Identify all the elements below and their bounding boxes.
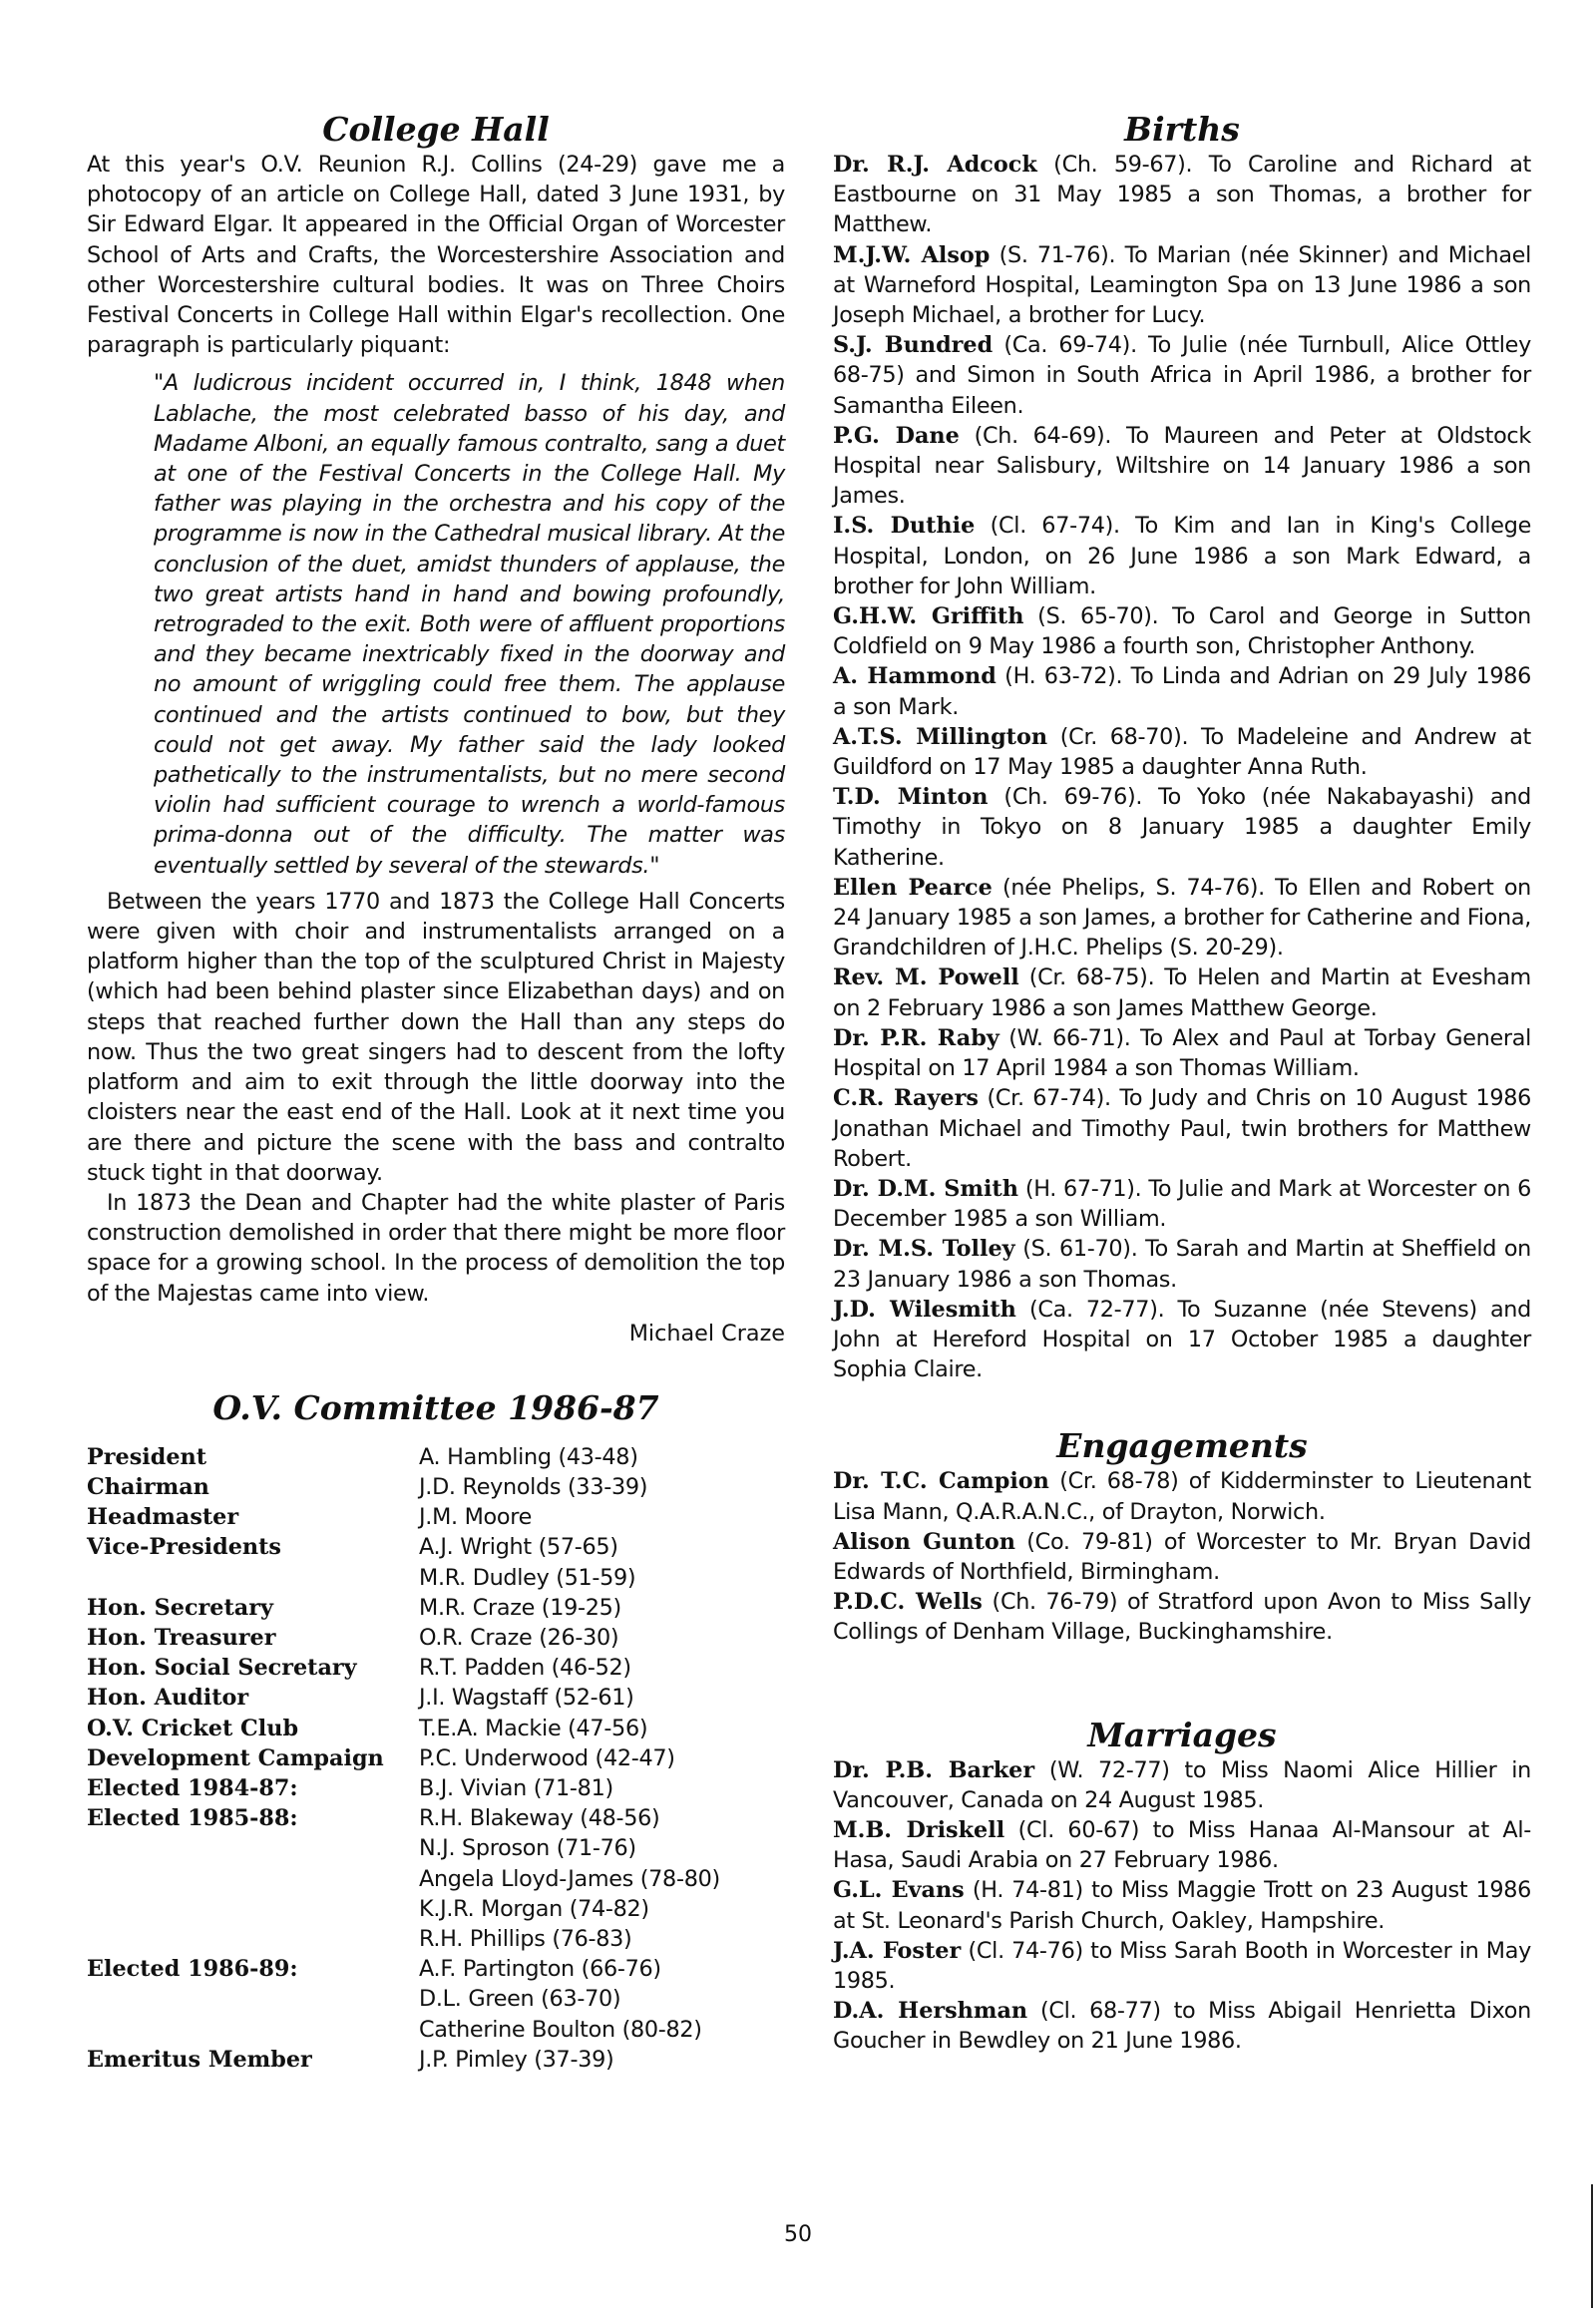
committee-member: B.J. Vivian (71-81): [419, 1774, 613, 1801]
committee-row: [87, 1954, 785, 1984]
committee-member: A.J. Wright (57-65): [419, 1534, 618, 1561]
committee-role: Headmaster: [87, 1504, 239, 1531]
committee-role: Vice-Presidents: [87, 1534, 281, 1561]
marriage-entry-details: (Cl. 60-67) to Miss Hanaa Al-Mansour at Al-Hasa, Saudi Arabia on 27 February 1986.: [833, 1816, 1531, 1874]
birth-entry: [833, 722, 1531, 782]
committee-title: O.V. Committee 1986-87: [212, 1387, 659, 1427]
marriage-entry: [833, 1936, 1531, 1996]
committee-member: R.H. Phillips (76-83): [419, 1925, 632, 1952]
marriage-entry-details: (Cl. 68-77) to Miss Abigail Henrietta Dixon Goucher in Bewdley on 21 June 1986.: [833, 1998, 1531, 2055]
birth-entry: [833, 782, 1531, 873]
engagements-section: [833, 1426, 1531, 1647]
marriage-entry: [833, 1755, 1531, 1815]
committee-row: [87, 1714, 785, 1743]
committee-list: [87, 1442, 785, 2075]
birth-entry-details: (S. 71-76). To Marian (née Skinner) and Michael at Warneford Hospital, Leamington Spa on 13 June 1986 a son Joseph Michael, a brother for Lucy.: [833, 241, 1531, 329]
committee-role: Elected 1984-87:: [87, 1774, 298, 1801]
committee-row: [87, 2015, 785, 2045]
birth-entry: [833, 661, 1531, 721]
committee-role: [87, 1924, 419, 1954]
birth-entry-name: S.J. Bundred: [833, 332, 994, 359]
author-signature: Michael Craze: [628, 1320, 785, 1346]
committee-row: [87, 1532, 785, 1562]
marriages-list: [833, 1755, 1531, 2057]
committee-row: [87, 1924, 785, 1954]
committee-role: [87, 1864, 419, 1894]
committee-row: [87, 1984, 785, 2014]
committee-row: [87, 1833, 785, 1863]
committee-row: [87, 2045, 785, 2075]
committee-member: K.J.R. Morgan (74-82): [419, 1895, 649, 1922]
birth-entry: [833, 1174, 1531, 1234]
committee-member: R.T. Padden (46-52): [419, 1655, 631, 1682]
engagement-entry-details: (Co. 79-81) of Worcester to Mr. Bryan David Edwards of Northfield, Birmingham.: [833, 1528, 1531, 1585]
committee-role: Elected 1986-89:: [87, 1956, 298, 1983]
birth-entry-details: (Ch. 69-76). To Yoko (née Nakabayashi) and Timothy in Tokyo on 8 January 1985 a daughter Emily Katherine.: [833, 784, 1531, 871]
committee-row: [87, 1623, 785, 1653]
committee-row: [87, 1472, 785, 1502]
birth-entry-name: Ellen Pearce: [833, 874, 993, 901]
birth-entry-name: T.D. Minton: [833, 784, 989, 811]
birth-entry-name: Dr. D.M. Smith: [833, 1175, 1018, 1202]
committee-member: Catherine Boulton (80-82): [419, 2016, 702, 2043]
committee-role: Elected 1985-88:: [87, 1805, 298, 1832]
committee-member: M.R. Dudley (51-59): [419, 1564, 636, 1591]
left-column: [87, 110, 785, 2075]
birth-entry-name: C.R. Rayers: [833, 1085, 979, 1112]
college-hall-paragraph-2: Between the years 1770 and 1873 the College Hall Concerts were given with choir and instrumentalists arranged on a platform higher than the top of the sculptured Christ in Majesty (which had been behind plaster since Elizabethan days) and on steps that reached further down the Hall than any steps do now. Thus the two great singers had to descent from the lofty platform and aim to exit through the little doorway into the cloisters near the east end of the Hall. Look at it next time you are there and picture the scene with the bass and contralto stuck tight in that doorway.: [87, 888, 785, 1186]
college-hall-intro: At this year's O.V. Reunion R.J. Collins (24-29) gave me a photocopy of an article on College Hall, dated 3 June 1931, by Sir Edward Elgar. It appeared in the Official Organ of Worcester School of Arts and Crafts, the Worcestershire Association and other Worcestershire cultural bodies. It was on Three Choirs Festival Concerts in College Hall within Elgar's recollection. One paragraph is particularly piquant:: [87, 152, 785, 359]
birth-entry-details: (Cr. 68-70). To Madeleine and Andrew at Guildford on 17 May 1985 a daughter Anna Ruth.: [833, 723, 1531, 781]
birth-entry-details: (Ch. 64-69). To Maureen and Peter at Oldstock Hospital near Salisbury, Wiltshire on 14 January 1986 a son James.: [833, 422, 1531, 510]
engagement-entry-name: P.D.C. Wells: [833, 1589, 983, 1616]
committee-row: [87, 1593, 785, 1623]
committee-member: J.M. Moore: [419, 1504, 532, 1531]
birth-entry-details: (Ch. 59-67). To Caroline and Richard at Eastbourne on 31 May 1985 a son Thomas, a brother for Matthew.: [833, 152, 1531, 238]
birth-entry: [833, 1083, 1531, 1174]
engagement-entry-details: (Ch. 76-79) of Stratford upon Avon to Miss Sally Collings of Denham Village, Buckinghamshire.: [833, 1589, 1531, 1646]
committee-row: [87, 1502, 785, 1532]
page-edge-mark: [1591, 2184, 1593, 2308]
committee-member: J.D. Reynolds (33-39): [419, 1473, 648, 1500]
committee-role: President: [87, 1443, 207, 1470]
birth-entry-details: (Cl. 67-74). To Kim and Ian in King's College Hospital, London, on 26 June 1986 a son Mark Edward, a brother for John William.: [833, 513, 1531, 599]
birth-entry-name: G.H.W. Griffith: [833, 603, 1024, 630]
birth-entry: [833, 1234, 1531, 1294]
marriage-entry: [833, 1815, 1531, 1875]
committee-member: N.J. Sproson (71-76): [419, 1835, 636, 1862]
committee-role: Development Campaign: [87, 1744, 384, 1771]
birth-entry-details: (Cr. 67-74). To Judy and Chris on 10 August 1986 Jonathan Michael and Timothy Paul, twin brothers for Matthew Robert.: [833, 1085, 1531, 1172]
committee-member: R.H. Blakeway (48-56): [419, 1805, 660, 1832]
marriages-title: Marriages: [1087, 1715, 1277, 1754]
marriage-entry-details: (Cl. 74-76) to Miss Sarah Booth in Worcester in May 1985.: [833, 1937, 1531, 1994]
committee-row: [87, 1773, 785, 1803]
committee-section: [87, 1388, 785, 2075]
engagements-title: Engagements: [1056, 1426, 1308, 1466]
marriage-entry-name: Dr. P.B. Barker: [833, 1756, 1035, 1783]
elgar-quote: "A ludicrous incident occurred in, I think, 1848 when Lablache, the most celebrated basso of his day, and Madame Alboni, an equally famous contralto, sang a duet at one of the Festival Concerts in the College Hall. My father was playing in the orchestra and his copy of the programme is now in the Cathedral musical library. At the conclusion of the duet, amidst thunders of applause, the two great artists hand in hand and bowing profoundly, retrograded to the exit. Both were of affluent proportions and they became inextricably fixed in the doorway and no amount of wriggling could free them. The applause continued and the artists continued to bow, but they could not get away. My father said the lady looked pathetically to the instrumentalists, but no mere second violin had sufficient courage to wrench a world-famous prima-donna out of the difficulty. The matter was eventually settled by several of the stewards.": [154, 370, 785, 879]
committee-row: [87, 1894, 785, 1924]
birth-entry: [833, 330, 1531, 421]
birth-entry: [833, 421, 1531, 512]
engagement-entry-details: (Cr. 68-78) of Kidderminster to Lieutenant Lisa Mann, Q.A.R.A.N.C., of Drayton, Norwich.: [833, 1468, 1532, 1525]
right-column: [833, 110, 1531, 2057]
birth-entry: [833, 873, 1531, 963]
marriage-entry: [833, 1996, 1531, 2056]
marriage-entry-name: D.A. Hershman: [833, 1998, 1028, 2025]
committee-role: Chairman: [87, 1473, 209, 1500]
marriage-entry-name: J.A. Foster: [833, 1937, 962, 1964]
college-hall-section: [87, 110, 785, 1348]
marriage-entry-details: (W. 72-77) to Miss Naomi Alice Hillier in Vancouver, Canada on 24 August 1985.: [833, 1756, 1531, 1813]
committee-row: [87, 1803, 785, 1833]
committee-member: A. Hambling (43-48): [419, 1443, 638, 1470]
birth-entry-details: (Cr. 68-75). To Helen and Martin at Evesham on 2 February 1986 a son James Matthew George.: [833, 964, 1531, 1021]
birth-entry: [833, 150, 1531, 240]
committee-row: [87, 1864, 785, 1894]
committee-member: O.R. Craze (26-30): [419, 1624, 619, 1651]
engagement-entry-name: Alison Gunton: [833, 1528, 1015, 1555]
committee-member: A.F. Partington (66-76): [419, 1956, 661, 1983]
birth-entry: [833, 1295, 1531, 1385]
committee-role: [87, 1833, 419, 1863]
engagement-entry: [833, 1466, 1531, 1526]
birth-entry-details: (Ca. 72-77). To Suzanne (née Stevens) and John at Hereford Hospital on 17 October 1985 a daughter Sophia Claire.: [833, 1296, 1531, 1383]
engagement-entry-name: Dr. T.C. Campion: [833, 1468, 1049, 1495]
birth-entry-name: Dr. P.R. Raby: [833, 1024, 999, 1051]
committee-row: [87, 1683, 785, 1713]
committee-member: T.E.A. Mackie (47-56): [419, 1715, 648, 1741]
committee-role: Hon. Treasurer: [87, 1624, 276, 1651]
committee-role: [87, 1894, 419, 1924]
committee-role: [87, 2015, 419, 2045]
birth-entry-details: (S. 65-70). To Carol and George in Sutton Coldfield on 9 May 1986 a fourth son, Christopher Anthony.: [833, 603, 1531, 660]
births-title: Births: [1124, 110, 1240, 149]
birth-entry-name: A.T.S. Millington: [833, 723, 1048, 750]
committee-row: [87, 1442, 785, 1472]
birth-entry-details: (née Phelips, S. 74-76). To Ellen and Robert on 24 January 1985 a son James, a brother for Catherine and Fiona, Grandchildren of J.H.C. Phelips (S. 20-29).: [833, 874, 1532, 962]
committee-member: Angela Lloyd-James (78-80): [419, 1865, 720, 1892]
page-number: 50: [784, 2222, 812, 2247]
committee-member: J.I. Wagstaff (52-61): [419, 1685, 634, 1712]
committee-role: [87, 1984, 419, 2014]
marriage-entry-name: M.B. Driskell: [833, 1816, 1005, 1843]
committee-role: Hon. Secretary: [87, 1594, 273, 1621]
committee-row: [87, 1563, 785, 1593]
committee-role: Emeritus Member: [87, 2046, 312, 2073]
college-hall-paragraph-3: In 1873 the Dean and Chapter had the white plaster of Paris construction demolished in order that there might be more floor space for a growing school. In the process of demolition the top of the Majestas came into view.: [87, 1189, 785, 1307]
birth-entry-name: P.G. Dane: [833, 422, 960, 449]
birth-entry-details: (S. 61-70). To Sarah and Martin at Sheffield on 23 January 1986 a son Thomas.: [833, 1236, 1531, 1293]
committee-role: O.V. Cricket Club: [87, 1715, 299, 1741]
birth-entry-name: I.S. Duthie: [833, 513, 976, 540]
committee-row: [87, 1743, 785, 1773]
marriage-entry-name: G.L. Evans: [833, 1877, 965, 1904]
engagements-list: [833, 1466, 1531, 1647]
birth-entry-details: (W. 66-71). To Alex and Paul at Torbay General Hospital on 17 April 1984 a son Thomas William.: [833, 1024, 1531, 1082]
birth-entry-details: (H. 67-71). To Julie and Mark at Worcester on 6 December 1985 a son William.: [833, 1175, 1532, 1233]
births-section: [833, 110, 1531, 1384]
committee-member: D.L. Green (63-70): [419, 1986, 621, 2013]
birth-entry: [833, 962, 1531, 1022]
birth-entry: [833, 601, 1531, 661]
committee-role: [87, 1563, 419, 1593]
birth-entry: [833, 1023, 1531, 1083]
birth-entry-details: (H. 63-72). To Linda and Adrian on 29 July 1986 a son Mark.: [833, 663, 1532, 720]
college-hall-title: College Hall: [322, 110, 550, 149]
birth-entry-name: J.D. Wilesmith: [833, 1296, 1016, 1323]
birth-entry-name: Rev. M. Powell: [833, 964, 1019, 991]
birth-entry-details: (Ca. 69-74). To Julie (née Turnbull, Alice Ottley 68-75) and Simon in South Africa in April 1986, a brother for Samantha Eileen.: [833, 332, 1531, 419]
birth-entry: [833, 240, 1531, 331]
birth-entry-name: Dr. M.S. Tolley: [833, 1236, 1015, 1263]
committee-member: M.R. Craze (19-25): [419, 1594, 621, 1621]
committee-row: [87, 1653, 785, 1683]
births-list: [833, 150, 1531, 1384]
committee-member: J.P. Pimley (37-39): [419, 2046, 614, 2073]
birth-entry-name: M.J.W. Alsop: [833, 241, 991, 268]
birth-entry-name: A. Hammond: [833, 663, 997, 690]
committee-role: Hon. Auditor: [87, 1685, 249, 1712]
marriage-entry: [833, 1875, 1531, 1935]
engagement-entry: [833, 1587, 1531, 1647]
marriage-entry-details: (H. 74-81) to Miss Maggie Trott on 23 August 1986 at St. Leonard's Parish Church, Oakley, Hampshire.: [833, 1877, 1532, 1934]
marriages-section: [833, 1716, 1531, 2057]
committee-role: Hon. Social Secretary: [87, 1655, 357, 1682]
birth-entry-name: Dr. R.J. Adcock: [833, 152, 1037, 178]
birth-entry: [833, 511, 1531, 601]
engagement-entry: [833, 1527, 1531, 1587]
committee-member: P.C. Underwood (42-47): [419, 1744, 675, 1771]
